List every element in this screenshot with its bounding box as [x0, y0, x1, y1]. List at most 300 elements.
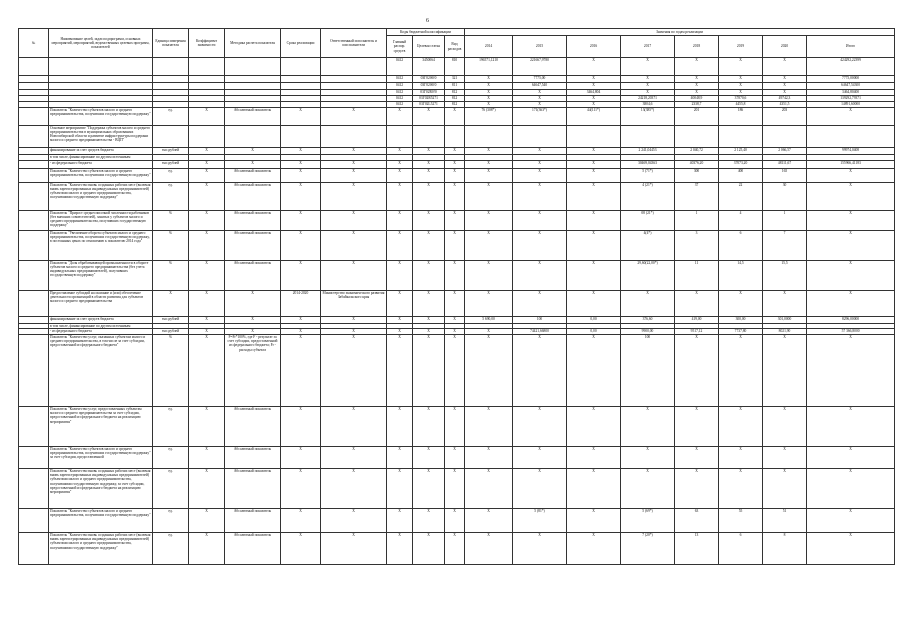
- cell-method: Абсолютный показатель: [225, 231, 281, 261]
- cell-name: в том числе, финансирование по другим источникам: [49, 324, 153, 329]
- cell-v2017: 9900,00: [621, 329, 675, 335]
- cell-cs: 03Г02R5271: [413, 96, 445, 102]
- cell-coef: X: [189, 148, 225, 155]
- cell-v2014: X: [465, 291, 513, 317]
- cell-cs: X: [413, 148, 445, 155]
- cell-v2014: 196571,1210: [465, 58, 513, 76]
- cell-coef: X: [189, 317, 225, 324]
- cell-v2014: X: [465, 90, 513, 96]
- cell-coef: X: [189, 447, 225, 469]
- cell-no: [19, 108, 49, 126]
- cell-deadline: [281, 126, 321, 148]
- cell-v2015: X: [513, 161, 567, 169]
- cell-v2018: [675, 126, 719, 148]
- cell-executor: [321, 76, 387, 83]
- col-kbk-vr: Вид расходов: [445, 36, 465, 58]
- cell-v2016: X: [567, 335, 621, 407]
- cell-v2016: X: [567, 148, 621, 155]
- cell-v2017: 5 (71*): [621, 169, 675, 183]
- cell-v2018: 2 040,72: [675, 148, 719, 155]
- cell-vr: X: [445, 509, 465, 533]
- cell-v2018: 1: [675, 211, 719, 231]
- cell-v2014: 5 690,00: [465, 317, 513, 324]
- cell-cs: X: [413, 211, 445, 231]
- table-row: [19, 148, 895, 155]
- cell-name: Показатель "Доля обрабатывающей промышленности в обороте субъектов малого и среднего предпринимательства (без учета индивидуальных предпринимателей), получивших государственную поддержку": [49, 261, 153, 291]
- cell-vr: 812: [445, 102, 465, 108]
- cell-no: [19, 169, 49, 183]
- cell-no: [19, 407, 49, 447]
- table-row: [19, 83, 895, 90]
- cell-v2016: X: [567, 291, 621, 317]
- cell-v2014: X: [465, 261, 513, 291]
- cell-gr: X: [387, 161, 413, 169]
- cell-v2016: X: [567, 183, 621, 211]
- cell-v2020: X: [763, 447, 807, 469]
- cell-v2016: 3464,804: [567, 90, 621, 96]
- cell-total: X: [807, 261, 895, 291]
- cell-total: 14891,60000: [807, 102, 895, 108]
- cell-deadline: X: [281, 211, 321, 231]
- cell-v2015: [513, 126, 567, 148]
- cell-total: X: [807, 533, 895, 565]
- cell-cs: 03Г0206!0: [413, 76, 445, 83]
- cell-coef: X: [189, 261, 225, 291]
- cell-coef: X: [189, 407, 225, 447]
- cell-method: X: [225, 148, 281, 155]
- cell-v2020: 8: [763, 533, 807, 565]
- cell-vr: [445, 126, 465, 148]
- cell-name: финансирование за счет средств бюджета: [49, 148, 153, 155]
- cell-v2020: 165: [763, 169, 807, 183]
- cell-v2018: X: [675, 469, 719, 509]
- cell-no: [19, 76, 49, 83]
- cell-unit: тыс.рублей: [153, 148, 189, 155]
- cell-cs: 03Г02R0!0: [413, 90, 445, 96]
- cell-v2014: X: [465, 183, 513, 211]
- cell-vr: X: [445, 329, 465, 335]
- indicators-table: [18, 28, 895, 565]
- cell-v2017: X: [621, 76, 675, 83]
- cell-v2017: 5 (69*): [621, 509, 675, 533]
- cell-method: Абсолютный показатель: [225, 169, 281, 183]
- cell-v2019: 55: [719, 509, 763, 533]
- cell-v2019: X: [719, 469, 763, 509]
- cell-gr: X: [387, 447, 413, 469]
- cell-v2014: X: [465, 76, 513, 83]
- cell-deadline: X: [281, 183, 321, 211]
- cell-coef: X: [189, 291, 225, 317]
- cell-executor: [321, 58, 387, 76]
- cell-gr: X: [387, 469, 413, 509]
- cell-deadline: X: [281, 533, 321, 565]
- cell-method: Абсолютный показатель: [225, 469, 281, 509]
- cell-v2015: X: [513, 231, 567, 261]
- cell-method: Абсолютный показатель: [225, 407, 281, 447]
- cell-v2017: 3804,6: [621, 102, 675, 108]
- col-unit: Единица измерения показателя: [153, 29, 189, 58]
- cell-executor: X: [321, 329, 387, 335]
- cell-v2016: 44(111*): [567, 108, 621, 126]
- cell-v2018: X: [675, 83, 719, 90]
- cell-v2014: X: [465, 211, 513, 231]
- cell-v2016: X: [567, 231, 621, 261]
- col-executor: Ответственный исполнитель и соисполнители: [321, 29, 387, 58]
- cell-deadline: X: [281, 329, 321, 335]
- cell-v2019: 7737,80: [719, 329, 763, 335]
- cell-v2014: X: [465, 335, 513, 407]
- cell-gr: X: [387, 211, 413, 231]
- col-2019: 2019: [719, 36, 763, 58]
- cell-v2015: 100: [513, 317, 567, 324]
- cell-total: 7775,00000: [807, 76, 895, 83]
- cell-gr: X: [387, 183, 413, 211]
- cell-v2019: 14,5: [719, 261, 763, 291]
- cell-name: [49, 83, 153, 90]
- cell-cs: X: [413, 108, 445, 126]
- cell-cs: X: [413, 329, 445, 335]
- cell-coef: X: [189, 329, 225, 335]
- cell-unit: ед.: [153, 469, 189, 509]
- cell-v2016: X: [567, 83, 621, 90]
- cell-method: Абсолютный показатель: [225, 108, 281, 126]
- cell-no: [19, 148, 49, 155]
- cell-v2018: X: [675, 76, 719, 83]
- cell-vr: X: [445, 183, 465, 211]
- cell-v2015: X: [513, 169, 567, 183]
- cell-v2020: X: [763, 407, 807, 447]
- cell-coef: X: [189, 335, 225, 407]
- cell-vr: X: [445, 211, 465, 231]
- cell-total: 57 366,8000: [807, 329, 895, 335]
- cell-unit: X: [153, 291, 189, 317]
- cell-cs: [413, 126, 445, 148]
- cell-v2016: X: [567, 96, 621, 102]
- cell-v2017: 29,60(22,00*): [621, 261, 675, 291]
- cell-cs: X: [413, 407, 445, 447]
- cell-v2020: 2 066,57: [763, 148, 807, 155]
- cell-v2016: 0,00: [567, 317, 621, 324]
- cell-v2015: X: [513, 96, 567, 102]
- cell-vr: X: [445, 291, 465, 317]
- col-2014: 2014: [465, 36, 513, 58]
- cell-v2020: 48111,67: [763, 161, 807, 169]
- cell-v2014: X: [465, 169, 513, 183]
- col-2017: 2017: [621, 36, 675, 58]
- cell-v2014: X: [465, 83, 513, 90]
- cell-vr: X: [445, 148, 465, 155]
- cell-v2020: 51: [763, 509, 807, 533]
- cell-v2014: X: [465, 148, 513, 155]
- cell-v2017: 100: [621, 335, 675, 407]
- cell-v2018: X: [675, 447, 719, 469]
- cell-cs: 3450064: [413, 58, 445, 76]
- cell-total: [807, 126, 895, 148]
- cell-gr: X: [387, 169, 413, 183]
- cell-gr: 0412: [387, 83, 413, 90]
- cell-v2016: [567, 126, 621, 148]
- cell-executor: X: [321, 231, 387, 261]
- cell-name: Показатель "Количество вновь созданных рабочих мест (включая вновь зарегистрированных индивидуальных предпринимателей) субъектами малого и среднего предпринимательства, получившими государственную поддержку, за счет субсидии, предоставленной из федерального бюджета на реализацию мероприятия": [49, 469, 153, 509]
- cell-deadline: X: [281, 169, 321, 183]
- cell-v2016: X: [567, 58, 621, 76]
- cell-gr: X: [387, 148, 413, 155]
- cell-v2015: 221667,9780: [513, 58, 567, 76]
- cell-v2018: X: [675, 407, 719, 447]
- cell-v2019: 4455,8: [719, 102, 763, 108]
- cell-cs: X: [413, 183, 445, 211]
- cell-vr: X: [445, 161, 465, 169]
- cell-no: [19, 335, 49, 407]
- cell-v2017: 376,60: [621, 317, 675, 324]
- cell-method: Абсолютный показатель: [225, 211, 281, 231]
- cell-total: X: [807, 469, 895, 509]
- cell-total: X: [807, 407, 895, 447]
- cell-method: [225, 76, 281, 83]
- cell-total: 3464,80400: [807, 90, 895, 96]
- cell-v2015: X: [513, 447, 567, 469]
- cell-v2020: [763, 126, 807, 148]
- cell-no: [19, 261, 49, 291]
- cell-v2016: X: [567, 169, 621, 183]
- cell-v2018: 201: [675, 108, 719, 126]
- cell-cs: X: [413, 509, 445, 533]
- cell-v2019: 6: [719, 533, 763, 565]
- cell-total: X: [807, 231, 895, 261]
- cell-no: [19, 533, 49, 565]
- cell-total: 8296,00000: [807, 317, 895, 324]
- cell-name: финансирование за счет средств бюджета: [49, 317, 153, 324]
- cell-v2015: X: [513, 469, 567, 509]
- cell-vr: X: [445, 231, 465, 261]
- cell-no: [19, 211, 49, 231]
- cell-method: Абсолютный показатель: [225, 183, 281, 211]
- cell-v2019: X: [719, 76, 763, 83]
- cell-coef: X: [189, 509, 225, 533]
- col-2015: 2015: [513, 36, 567, 58]
- cell-cs: X: [413, 291, 445, 317]
- cell-v2015: 7775,00: [513, 76, 567, 83]
- cell-v2017: 4 (21*): [621, 183, 675, 211]
- cell-coef: X: [189, 469, 225, 509]
- cell-v2017: X: [621, 469, 675, 509]
- cell-cs: X: [413, 317, 445, 324]
- cell-v2018: 40048,9: [675, 96, 719, 102]
- cell-v2016: X: [567, 102, 621, 108]
- cell-v2019: X: [719, 447, 763, 469]
- table-row: [19, 469, 895, 509]
- cell-total: X: [807, 335, 895, 407]
- cell-gr: X: [387, 317, 413, 324]
- col-coef: Коэффициент значимости: [189, 29, 225, 58]
- cell-v2017: 13(385*): [621, 108, 675, 126]
- cell-deadline: 2014-2020: [281, 291, 321, 317]
- cell-method: [225, 126, 281, 148]
- cell-unit: ед.: [153, 183, 189, 211]
- cell-executor: [321, 126, 387, 148]
- cell-cs: X: [413, 169, 445, 183]
- cell-name: Показатель "Количество услуг, оказанных субъектам малого и среднего предпринимательства, в том числе за счет субсидии, предоставленной из федерального бюджета": [49, 335, 153, 407]
- cell-method: F=Fr*100%, где F - результат за счет субсидии, предоставленной из федерального бюджета; Fr - расходы субъекта: [225, 335, 281, 407]
- cell-total: 424292,22399: [807, 58, 895, 76]
- cell-deadline: X: [281, 509, 321, 533]
- cell-v2018: 300: [675, 169, 719, 183]
- cell-name: [49, 58, 153, 76]
- cell-vr: X: [445, 108, 465, 126]
- cell-vr: X: [445, 317, 465, 324]
- cell-v2016: 0,00: [567, 329, 621, 335]
- cell-v2020: 4351,5: [763, 102, 807, 108]
- cell-v2018: 11: [675, 261, 719, 291]
- cell-vr: X: [445, 407, 465, 447]
- cell-v2020: X: [763, 291, 807, 317]
- cell-v2016: X: [567, 211, 621, 231]
- cell-total: X: [807, 211, 895, 231]
- cell-executor: X: [321, 509, 387, 533]
- table-header: [19, 29, 895, 58]
- cell-v2017: 2 241,04453: [621, 148, 675, 155]
- cell-v2020: X: [763, 335, 807, 407]
- cell-coef: X: [189, 533, 225, 565]
- cell-v2014: X: [465, 102, 513, 108]
- cell-v2017: X: [621, 83, 675, 90]
- cell-v2018: X: [675, 335, 719, 407]
- table-row: [19, 161, 895, 169]
- cell-v2015: 5 (81*): [513, 509, 567, 533]
- cell-v2020: 8021,90: [763, 329, 807, 335]
- col-kbk-cs: Целевая статья: [413, 36, 445, 58]
- cell-unit: [153, 126, 189, 148]
- cell-vr: 812: [445, 90, 465, 96]
- cell-v2020: X: [763, 76, 807, 83]
- cell-unit: [153, 58, 189, 76]
- cell-vr: X: [445, 261, 465, 291]
- cell-v2015: X: [513, 211, 567, 231]
- cell-v2015: X: [513, 261, 567, 291]
- cell-executor: X: [321, 108, 387, 126]
- cell-v2019: X: [719, 83, 763, 90]
- cell-v2018: 419,00: [675, 317, 719, 324]
- table-row: [19, 231, 895, 261]
- cell-v2020: X: [763, 83, 807, 90]
- col-2020: 2020: [763, 36, 807, 58]
- table-row: [19, 335, 895, 407]
- cell-vr: 810: [445, 58, 465, 76]
- cell-v2020: 1: [763, 211, 807, 231]
- cell-executor: Министерство экономического развития Забайкальского края: [321, 291, 387, 317]
- table-row: [19, 317, 895, 324]
- cell-v2020: 7: [763, 231, 807, 261]
- cell-v2020: X: [763, 90, 807, 96]
- cell-v2015: X: [513, 335, 567, 407]
- cell-v2014: X: [465, 447, 513, 469]
- cell-v2017: 4(4*): [621, 231, 675, 261]
- cell-total: X: [807, 509, 895, 533]
- cell-name: Предоставление субсидий на оказание и (или) обеспечение деятельности организаций в области развития для субъектов малого и среднего предпринимательства: [49, 291, 153, 317]
- cell-total: 139292,79371: [807, 96, 895, 102]
- table-row: [19, 108, 895, 126]
- cell-deadline: X: [281, 335, 321, 407]
- cell-executor: X: [321, 148, 387, 155]
- cell-vr: X: [445, 335, 465, 407]
- cell-no: [19, 183, 49, 211]
- cell-no: [19, 58, 49, 76]
- cell-v2019: X: [719, 407, 763, 447]
- cell-v2014: X: [465, 96, 513, 102]
- cell-unit: ед.: [153, 533, 189, 565]
- cell-cs: X: [413, 447, 445, 469]
- cell-name: Показатель "Увеличение оборота субъектов малого и среднего предпринимательства, получивших государственную поддержку, в постоянных ценах по отношению к показателю 2014 года": [49, 231, 153, 261]
- col-kbk-group: Коды бюджетной классификации: [387, 29, 465, 36]
- cell-gr: 0412: [387, 58, 413, 76]
- cell-unit: тыс.рублей: [153, 317, 189, 324]
- cell-name: Показатель "Количество субъектов малого и среднего предпринимательства, получивших государственную поддержку": [49, 509, 153, 533]
- cell-cs: 03Г02L5271: [413, 102, 445, 108]
- cell-no: [19, 126, 49, 148]
- cell-cs: X: [413, 231, 445, 261]
- cell-v2016: X: [567, 261, 621, 291]
- cell-cs: X: [413, 533, 445, 565]
- cell-v2015: 74421,66800: [513, 329, 567, 335]
- cell-v2020: 30: [763, 183, 807, 211]
- cell-total: 99974,0408: [807, 148, 895, 155]
- cell-v2018: 63: [675, 509, 719, 533]
- cell-name: Показатель "Количество вновь созданных рабочих мест (включая вновь зарегистрированных индивидуальных предпринимателей) субъектами малого и среднего предпринимательства, получившими государственную поддержку": [49, 533, 153, 565]
- cell-gr: X: [387, 407, 413, 447]
- cell-executor: X: [321, 183, 387, 211]
- cell-coef: [189, 126, 225, 148]
- cell-unit: %: [153, 231, 189, 261]
- cell-unit: %: [153, 261, 189, 291]
- cell-unit: ед.: [153, 407, 189, 447]
- cell-coef: X: [189, 183, 225, 211]
- cell-v2017: 24218,20371: [621, 96, 675, 102]
- cell-vr: 811: [445, 83, 465, 90]
- cell-deadline: X: [281, 407, 321, 447]
- cell-unit: [153, 76, 189, 83]
- cell-v2015: X: [513, 90, 567, 96]
- cell-unit: ед.: [153, 169, 189, 183]
- cell-gr: X: [387, 261, 413, 291]
- cell-no: [19, 291, 49, 317]
- cell-v2020: 301,0000: [763, 317, 807, 324]
- cell-v2015: X: [513, 183, 567, 211]
- cell-deadline: [281, 76, 321, 83]
- cell-gr: X: [387, 291, 413, 317]
- cell-no: [19, 509, 49, 533]
- table-row: [19, 291, 895, 317]
- cell-executor: X: [321, 169, 387, 183]
- col-deadline: Срока реализации: [281, 29, 321, 58]
- table-row: [19, 407, 895, 447]
- col-values-group: Значения по годам реализации: [465, 29, 895, 36]
- cell-no: [19, 317, 49, 324]
- cell-v2019: 22: [719, 183, 763, 211]
- cell-coef: [189, 76, 225, 83]
- cell-v2020: 15,5: [763, 261, 807, 291]
- cell-v2018: 37: [675, 183, 719, 211]
- table-row: [19, 183, 895, 211]
- cell-unit: %: [153, 211, 189, 231]
- table-row: [19, 509, 895, 533]
- cell-total: X: [807, 169, 895, 183]
- col-kbk-gr: Главный распор. средств: [387, 36, 413, 58]
- cell-name: Основное мероприятие "Поддержка субъектов малого и среднего предпринимательства в муниципальных образованиях Новосибирской области и развитие инфраструктуры поддержки малого и среднего предпринимательства - ВЦП": [49, 126, 153, 148]
- cell-coef: X: [189, 108, 225, 126]
- cell-deadline: X: [281, 469, 321, 509]
- cell-cs: X: [413, 161, 445, 169]
- cell-v2018: X: [675, 90, 719, 96]
